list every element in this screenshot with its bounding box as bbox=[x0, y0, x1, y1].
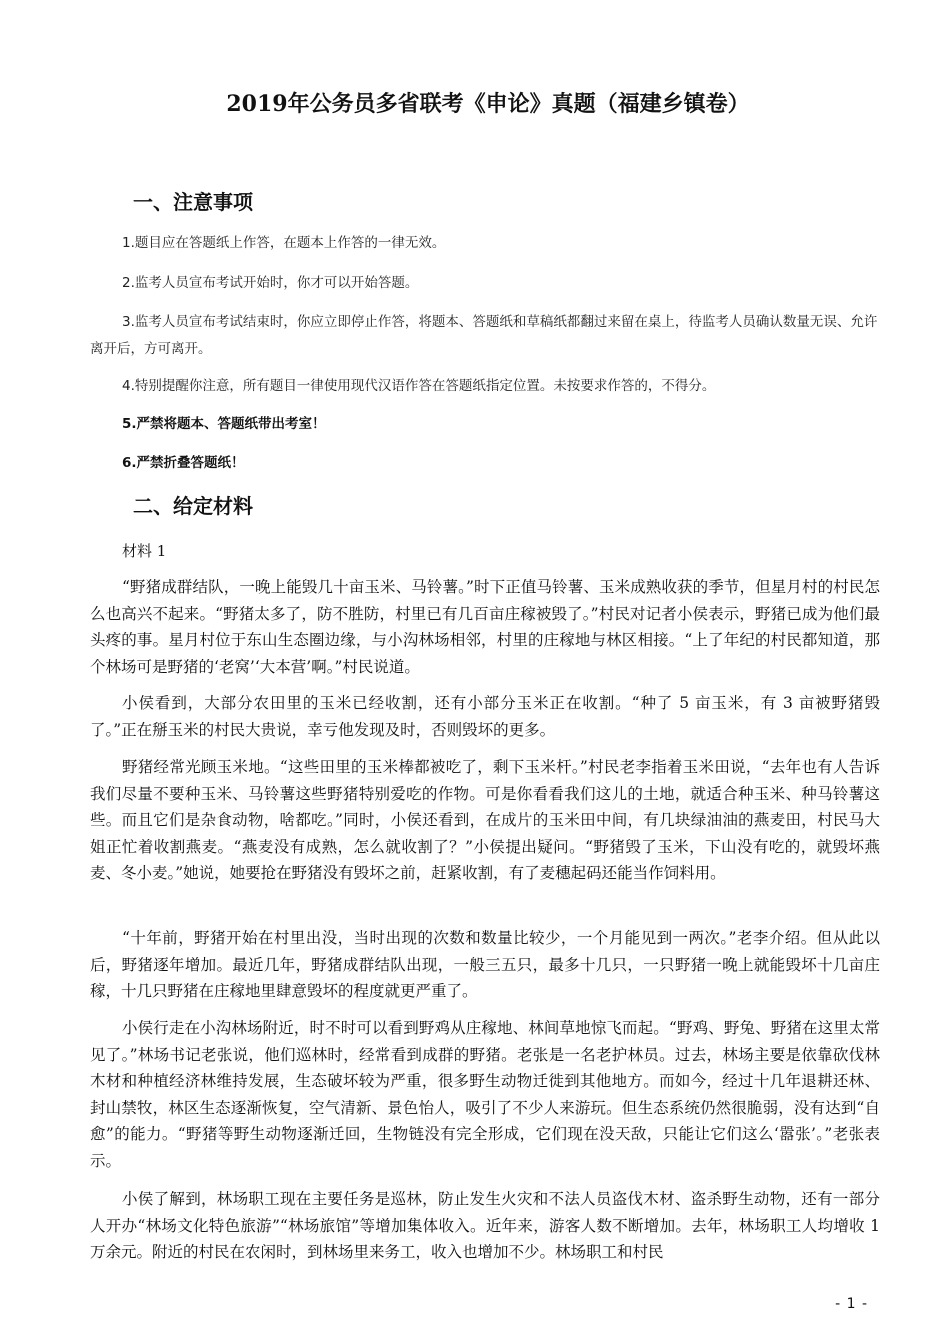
material-paragraph-5: 小侯行走在小沟林场附近，时不时可以看到野鸡从庄稼地、林间草地惊飞而起。“野鸡、野兔、野猪在这里太常见了。”林场书记老张说，他们巡林时，经常看到成群的野猪。老张是一名老护林员。过去，林场主要是依靠砍伐林木材和种植经济林维持发展，生态破坏较为严重，很多野生动物迁徙到其他地方。而如今，经过十几年退耕还林、封山禁牧，林区生态逐渐恢复，空气清新、景色怡人，吸引了不少人来游玩。但生态系统仍然很脆弱，没有达到“自愈”的能力。“野猪等野生动物逐渐迁回，生物链没有完全形成，它们现在没天敌，只能让它们这么‘嚣张’。”老张表示。 bbox=[90, 1019, 880, 1170]
notice-item-3: 3.监考人员宣布考试结束时，你应立即停止作答，将题本、答题纸和草稿纸都翻过来留在桌上，待监考人员确认数量无误、允许离开后，方可离开。 bbox=[90, 314, 878, 357]
material-paragraph-6: 小侯了解到，林场职工现在主要任务是巡林，防止发生火灾和不法人员盗伐木材、盗杀野生动物，还有一部分人开办“林场文化特色旅游”“林场旅馆”等增加集体收入。近年来，游客人数不断增加。去年，林场职工人均增收 1 万余元。附近的村民在农闲时，到林场里来务工，收入也增加不少。林场职工和村民 bbox=[90, 1190, 880, 1261]
page-number: - 1 - bbox=[835, 1296, 868, 1312]
notice-item-1: 1.题目应在答题纸上作答，在题本上作答的一律无效。 bbox=[122, 235, 446, 251]
material-paragraph-2: 小侯看到，大部分农田里的玉米已经收割，还有小部分玉米正在收割。“种了 5 亩玉米，有 3 亩被野猪毁了。”正在掰玉米的村民大贵说，幸亏他发现及时，否则毁坏的更多。 bbox=[90, 694, 880, 739]
material-paragraph-4: “十年前，野猪开始在村里出没，当时出现的次数和数量比较少，一个月能见到一两次。”老李介绍。但从此以后，野猪逐年增加。最近几年，野猪成群结队出现，一般三五只，最多十几只，一只野猪一晚上就能毁坏十几亩庄稼，十几只野猪在庄稼地里肆意毁坏的程度就更严重了。 bbox=[90, 929, 880, 1000]
material-label: 材料 1 bbox=[122, 542, 167, 560]
section-heading-notice: 一、注意事项 bbox=[133, 190, 253, 214]
material-paragraph-1: “野猪成群结队，一晚上能毁几十亩玉米、马铃薯。”时下正值马铃薯、玉米成熟收获的季节，但星月村的村民怎么也高兴不起来。“野猪太多了，防不胜防，村里已有几百亩庄稼被毁了。”村民对记者小侯表示，野猪已成为他们最头疼的事。星月村位于东山生态圈边缘，与小沟林场相邻，村里的庄稼地与林区相接。“上了年纪的村民都知道，那个林场可是野猪的‘老窝’‘大本营’啊。”村民说道。 bbox=[90, 578, 880, 676]
notice-item-6: 6.严禁折叠答题纸！ bbox=[122, 455, 245, 471]
notice-item-5: 5.严禁将题本、答题纸带出考室！ bbox=[122, 416, 326, 432]
page-title: 2019年公务员多省联考《申论》真题（福建乡镇卷） bbox=[226, 91, 750, 117]
notice-item-2: 2.监考人员宣布考试开始时，你才可以开始答题。 bbox=[122, 275, 419, 291]
material-paragraph-3: 野猪经常光顾玉米地。“这些田里的玉米棒都被吃了，剩下玉米杆。”村民老李指着玉米田说，“去年也有人告诉我们尽量不要种玉米、马铃薯这些野猪特别爱吃的作物。可是你看看我们这儿的土地，就适合种玉米、种马铃薯这些。而且它们是杂食动物，啥都吃。”同时，小侯还看到，在成片的玉米田中间，有几块绿油油的燕麦田，村民马大姐正忙着收割燕麦。“燕麦没有成熟，怎么就收割了？”小侯提出疑问。“野猪毁了玉米，下山没有吃的，就毁坏燕麦、冬小麦。”她说，她要抢在野猪没有毁坏之前，赶紧收割，有了麦穗起码还能当作饲料用。 bbox=[90, 758, 880, 882]
notice-item-4: 4.特别提醒你注意，所有题目一律使用现代汉语作答在答题纸指定位置。未按要求作答的，不得分。 bbox=[122, 378, 716, 394]
section-heading-materials: 二、给定材料 bbox=[133, 494, 253, 518]
